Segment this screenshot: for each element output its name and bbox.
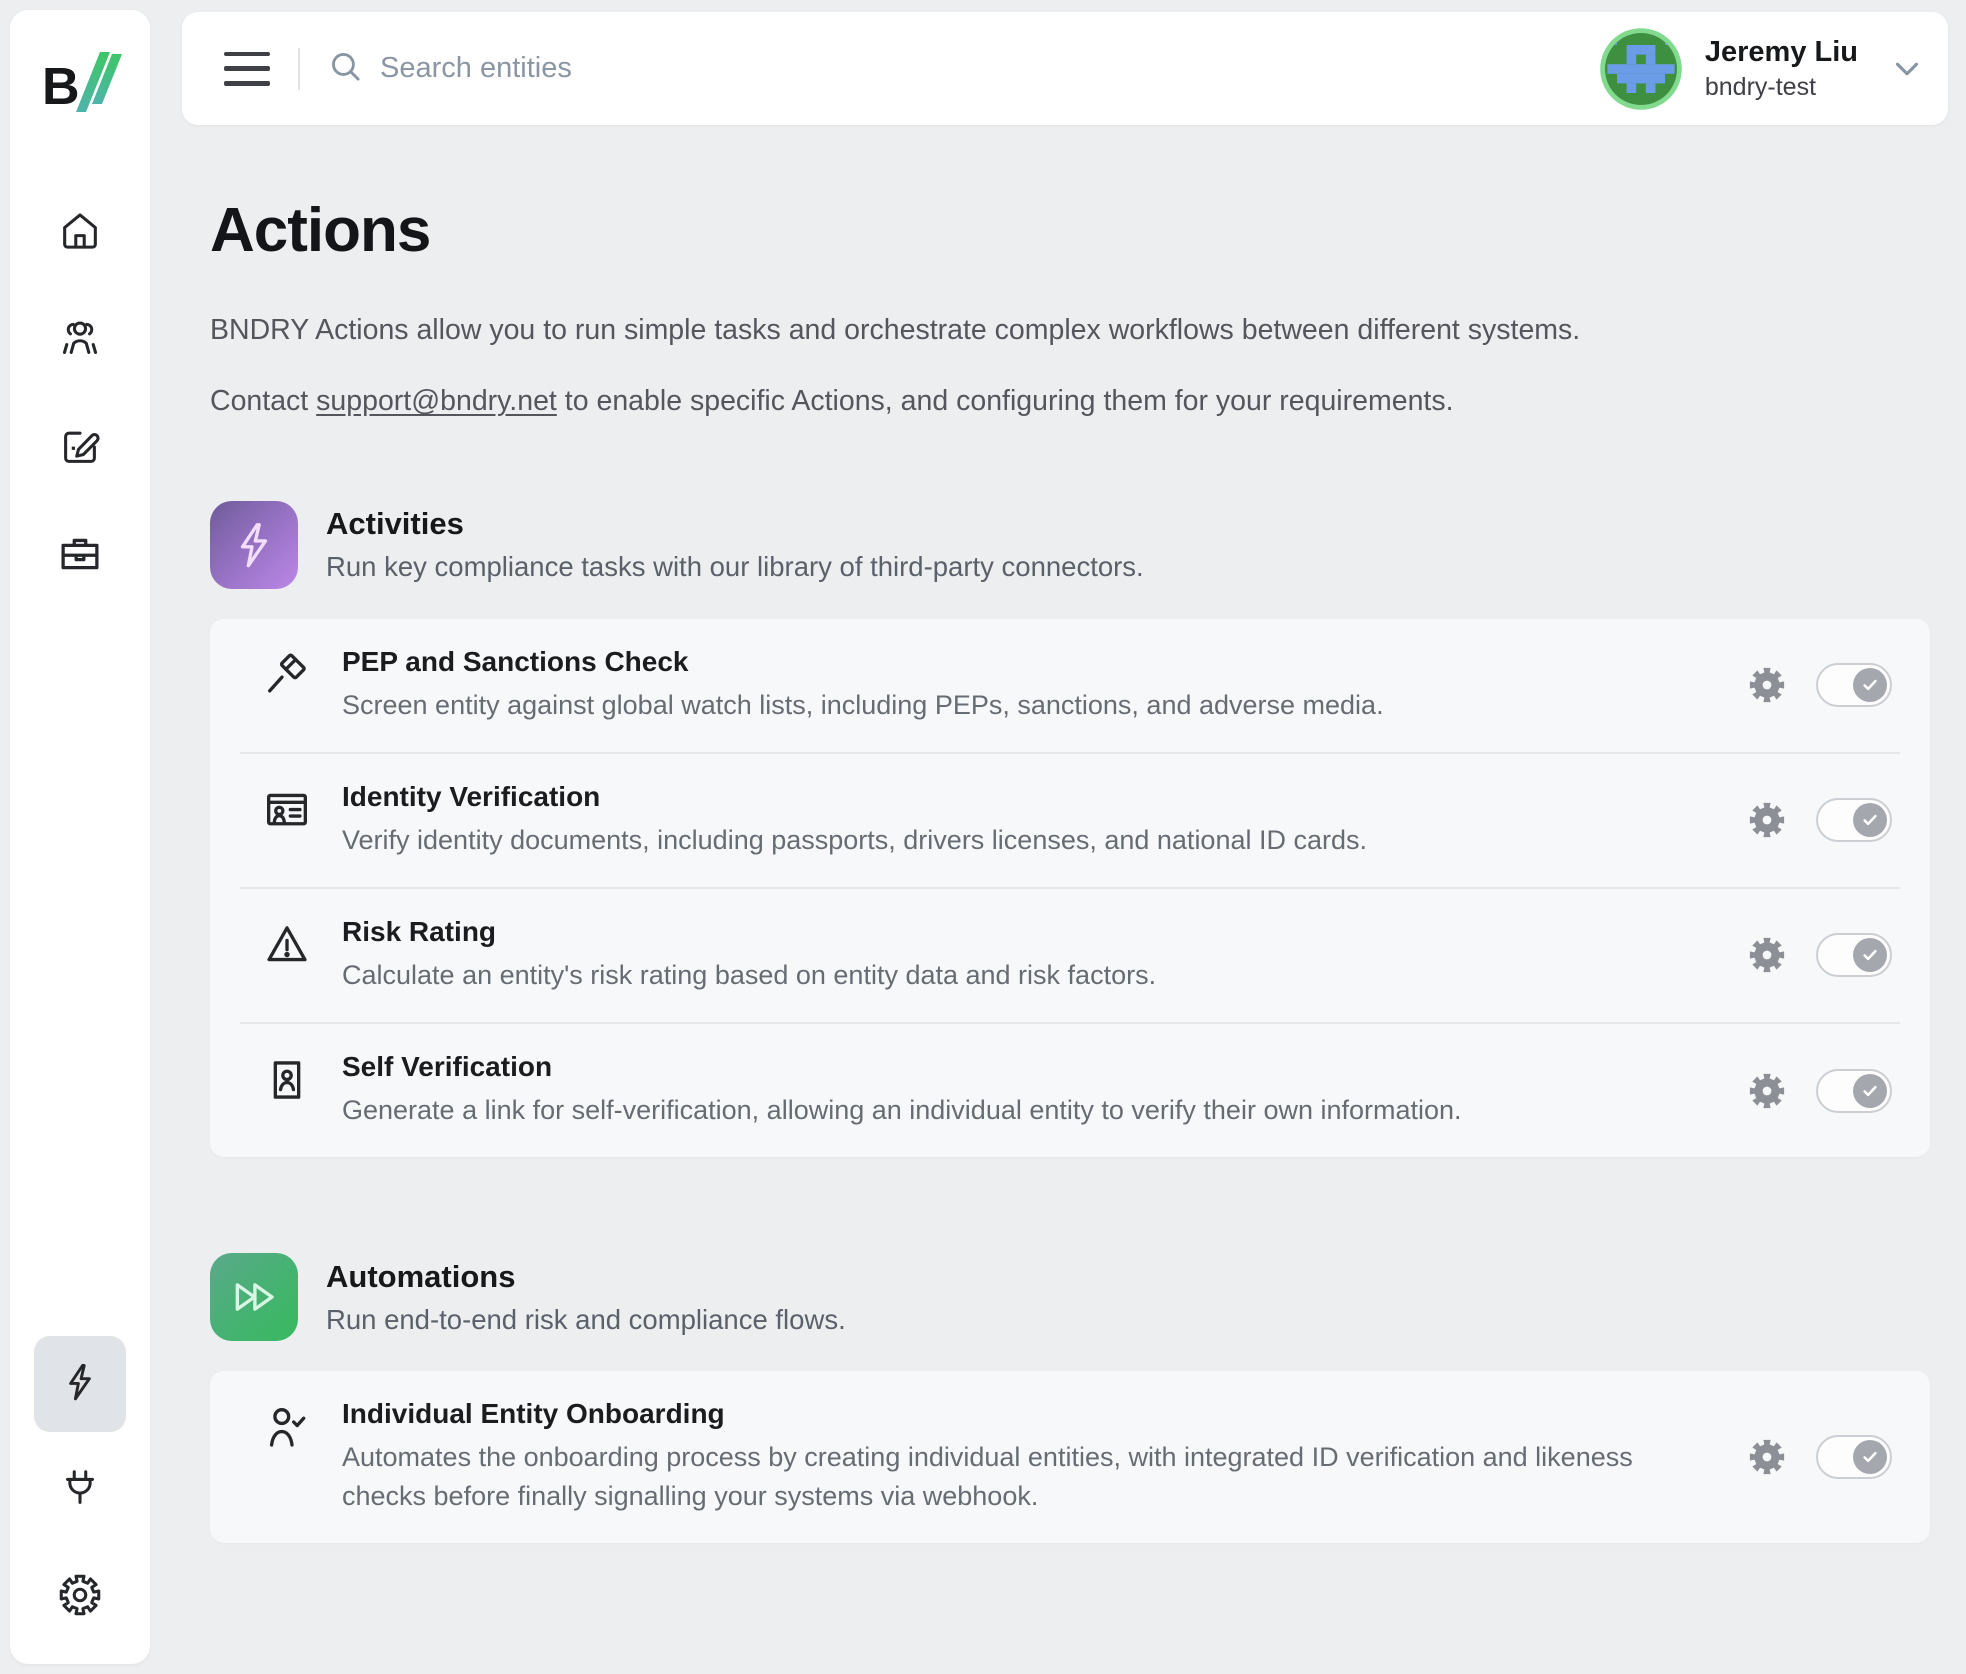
enable-toggle[interactable] <box>1816 1069 1892 1113</box>
section-subtitle: Run end-to-end risk and compliance flows. <box>326 1303 846 1335</box>
lightning-icon <box>58 1360 102 1409</box>
toggle-knob-check-icon <box>1853 803 1887 837</box>
sidebar-item-settings[interactable] <box>57 1574 103 1620</box>
contact-text: Contact support@bndry.net to enable specific Actions, and configuring them for your requirements. <box>210 385 1454 418</box>
user-name: Jeremy Liu <box>1704 35 1858 68</box>
action-row-risk-rating <box>240 887 1900 1022</box>
home-icon <box>57 208 103 259</box>
sidebar-item-reviews[interactable] <box>57 426 103 472</box>
main-content <box>182 125 1966 1543</box>
plug-icon <box>57 1466 103 1517</box>
support-email-link[interactable]: support@bndry.net <box>316 385 557 418</box>
activities-card <box>210 619 1930 1158</box>
id-card-icon <box>262 785 312 835</box>
action-title: Identity Verification <box>342 780 601 812</box>
search-input[interactable] <box>380 52 980 85</box>
user-menu[interactable] <box>1599 27 1926 111</box>
briefcase-icon <box>57 532 103 583</box>
action-description: Screen entity against global watch lists, including PEPs, sanctions, and adverse media. <box>342 689 1384 720</box>
action-row-pep-sanctions <box>240 619 1900 752</box>
configure-gear-icon[interactable] <box>1746 1070 1788 1112</box>
configure-gear-icon[interactable] <box>1746 799 1788 841</box>
activities-lightning-icon <box>210 501 298 589</box>
sidebar <box>10 10 150 1664</box>
warning-triangle-icon <box>262 920 312 970</box>
action-title: PEP and Sanctions Check <box>342 645 689 677</box>
toggle-knob-check-icon <box>1853 668 1887 702</box>
intro-text: BNDRY Actions allow you to run simple tasks and orchestrate complex workflows between different systems. <box>210 314 1581 346</box>
toggle-knob-check-icon <box>1853 938 1887 972</box>
toggle-knob-check-icon <box>1853 1440 1887 1474</box>
action-description: Verify identity documents, including passports, drivers licenses, and national ID cards. <box>342 824 1368 855</box>
section-activities-header <box>210 501 1930 589</box>
section-automations-header <box>210 1253 1930 1341</box>
action-title: Individual Entity Onboarding <box>342 1398 725 1430</box>
configure-gear-icon[interactable] <box>1746 664 1788 706</box>
gavel-icon <box>262 650 312 700</box>
enable-toggle[interactable] <box>1816 798 1892 842</box>
people-icon <box>57 316 103 367</box>
search-icon <box>326 47 364 90</box>
topbar <box>182 12 1948 125</box>
action-title: Self Verification <box>342 1051 553 1083</box>
automations-fast-forward-icon <box>210 1253 298 1341</box>
chevron-down-icon <box>1888 50 1926 88</box>
action-row-individual-entity-onboarding <box>240 1371 1900 1543</box>
section-title: Automations <box>326 1258 516 1294</box>
section-title: Activities <box>326 506 464 542</box>
settings-gear-icon <box>57 1572 103 1623</box>
user-info <box>1705 36 1858 102</box>
section-subtitle: Run key compliance tasks with our library of third-party connectors. <box>326 551 1144 583</box>
toggle-knob-check-icon <box>1853 1074 1887 1108</box>
action-description: Automates the onboarding process by creating individual entities, with integrated ID verification and likeness checks before finally signalling your systems via webhook. <box>342 1442 1633 1512</box>
bndry-logo[interactable] <box>34 42 126 122</box>
sidebar-nav-top <box>57 210 103 580</box>
sidebar-item-cases[interactable] <box>57 534 103 580</box>
edit-icon <box>57 424 103 475</box>
page-title: Actions <box>210 196 431 265</box>
user-org: bndry-test <box>1704 72 1817 101</box>
sidebar-item-home[interactable] <box>57 210 103 256</box>
portrait-card-icon <box>262 1055 312 1105</box>
configure-gear-icon[interactable] <box>1746 934 1788 976</box>
sidebar-item-entities[interactable] <box>57 318 103 364</box>
menu-toggle-button[interactable] <box>224 52 270 86</box>
hamburger-icon <box>224 52 270 57</box>
avatar <box>1599 27 1683 111</box>
automations-card <box>210 1371 1930 1543</box>
topbar-divider <box>298 48 300 90</box>
user-check-icon <box>262 1402 312 1452</box>
sidebar-item-integrations[interactable] <box>57 1468 103 1514</box>
enable-toggle[interactable] <box>1816 1435 1892 1479</box>
enable-toggle[interactable] <box>1816 933 1892 977</box>
search-bar <box>326 47 1599 90</box>
svg-text:B: B <box>42 58 80 116</box>
action-description: Calculate an entity's risk rating based on entity data and risk factors. <box>342 959 1157 990</box>
enable-toggle[interactable] <box>1816 663 1892 707</box>
sidebar-item-actions[interactable] <box>34 1336 126 1432</box>
action-row-self-verification <box>240 1022 1900 1157</box>
action-description: Generate a link for self-verification, allowing an individual entity to verify their own information. <box>342 1095 1462 1126</box>
action-title: Risk Rating <box>342 915 497 947</box>
sidebar-nav-bottom <box>34 1336 126 1664</box>
action-row-identity-verification <box>240 752 1900 887</box>
configure-gear-icon[interactable] <box>1746 1436 1788 1478</box>
